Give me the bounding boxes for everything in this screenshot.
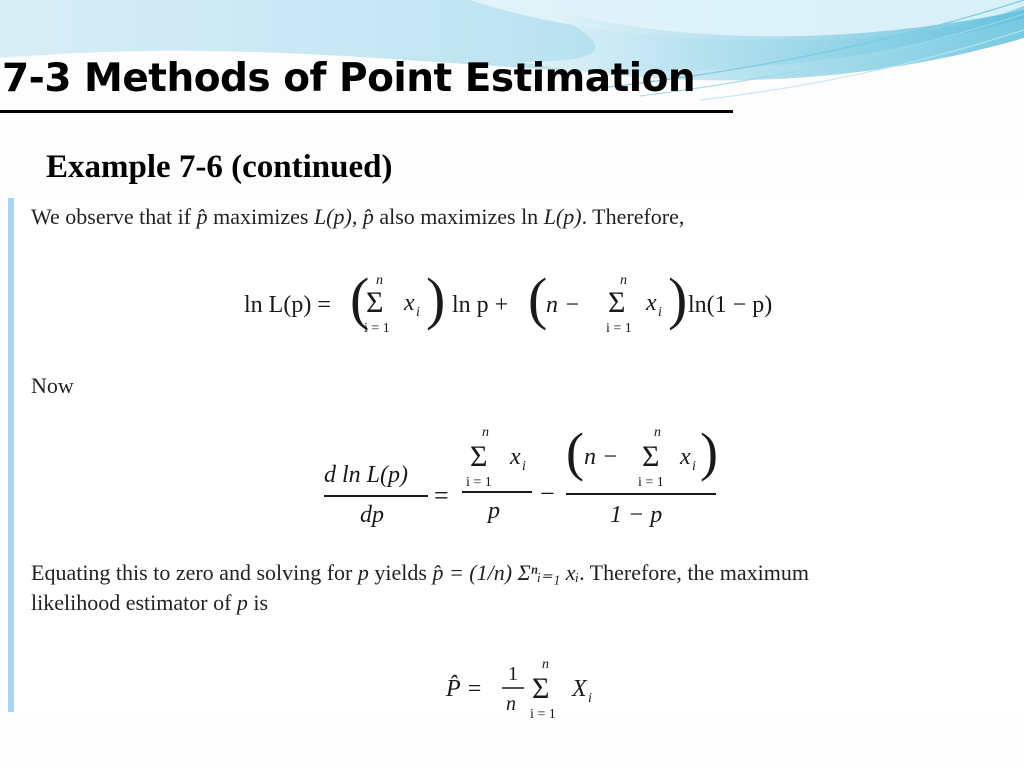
eq1-sum2-lower: i = 1: [606, 321, 632, 336]
observe-text-4: also maximizes ln: [373, 204, 544, 229]
eq1-sum1-sigma: Σ: [366, 286, 384, 319]
eq2-denominator-mid: p: [488, 498, 500, 524]
eq2-x1-sub: i: [522, 459, 526, 474]
now-label: Now: [31, 373, 74, 398]
eq2-open-paren: (: [566, 422, 584, 482]
equating-text-1: Equating this to zero and solving for: [31, 560, 358, 585]
eq3-sum-upper: n: [542, 657, 549, 672]
observe-text-2: maximizes: [207, 204, 314, 229]
equating-text-3: . Therefore, the maximum: [579, 560, 809, 585]
eq2-sum2-sigma: Σ: [642, 440, 660, 473]
eq1-x2: x: [646, 290, 657, 316]
likelihood-paragraph: [31, 588, 268, 618]
observe-text-3: ,: [351, 204, 363, 229]
eq2-x2: x: [680, 444, 691, 470]
eq2-x1: x: [510, 444, 521, 470]
equation-log-likelihood: [240, 266, 800, 342]
eq2-denominator-left: dp: [360, 502, 384, 528]
eq3-sum-lower: i = 1: [530, 707, 556, 722]
eq1-x1-sub: i: [416, 305, 420, 320]
eq1-sum1-upper: n: [376, 273, 383, 288]
eq2-sum1-lower: i = 1: [466, 475, 492, 490]
eq2-numerator-left: d ln L(p): [324, 462, 408, 488]
p-symbol: p: [357, 560, 369, 585]
eq3-lhs: P̂ =: [446, 676, 483, 702]
eq1-close-paren-2: ): [668, 266, 688, 331]
equating-paragraph: [31, 558, 809, 588]
likelihood-symbol-2: L(p): [543, 204, 582, 229]
eq2-equals: =: [434, 481, 449, 510]
left-accent-bar: [8, 198, 14, 712]
title-underline: [0, 110, 733, 113]
p-hat-expression: p̂ = (1/n) Σⁿᵢ₌₁ xᵢ: [432, 560, 580, 585]
eq2-sum1-upper: n: [482, 425, 489, 440]
observe-text-1: We observe that if: [31, 204, 197, 229]
eq1-ln-p: ln p +: [452, 292, 509, 318]
equation-derivative: [320, 420, 720, 530]
eq1-x1: x: [404, 290, 415, 316]
eq2-sum2-lower: i = 1: [638, 475, 664, 490]
eq1-open-paren-2: (: [528, 266, 548, 331]
eq1-lhs: ln L(p) =: [244, 292, 331, 318]
p-hat-symbol: p̂: [196, 204, 208, 229]
eq2-minus: −: [540, 479, 555, 508]
eq2-x2-sub: i: [692, 459, 696, 474]
eq2-sum1-sigma: Σ: [470, 440, 488, 473]
eq1-open-paren-1: (: [350, 266, 370, 331]
eq1-close-paren-1: ): [426, 266, 446, 331]
eq2-n-minus: n −: [584, 444, 619, 470]
example-subtitle: Example 7-6 (continued): [46, 149, 393, 185]
eq1-sum1-lower: i = 1: [364, 321, 390, 336]
eq3-frac-num: 1: [508, 663, 518, 685]
eq1-x2-sub: i: [658, 305, 662, 320]
likelihood-symbol: L(p): [313, 204, 352, 229]
likelihood-text-2: is: [247, 590, 269, 615]
eq3-X: X: [572, 676, 587, 702]
eq1-sum2-upper: n: [620, 273, 627, 288]
equation-mle: [444, 650, 614, 726]
equating-text-2: yields: [368, 560, 433, 585]
p-symbol-2: p: [236, 590, 248, 615]
eq3-sigma: Σ: [532, 672, 550, 705]
eq1-sum2-sigma: Σ: [608, 286, 626, 319]
p-hat-symbol-2: p̂: [362, 204, 374, 229]
eq2-close-paren: ): [700, 422, 718, 482]
eq1-n-minus: n −: [546, 292, 581, 318]
eq3-frac-den: n: [506, 693, 516, 715]
eq2-sum2-upper: n: [654, 425, 661, 440]
likelihood-text-1: likelihood estimator of: [31, 590, 237, 615]
eq1-ln-1-minus-p: ln(1 − p): [688, 292, 773, 318]
eq2-denominator-right: 1 − p: [610, 502, 663, 528]
observe-text-5: . Therefore,: [581, 204, 685, 229]
slide-title: 7-3 Methods of Point Estimation: [2, 56, 696, 101]
eq3-X-sub: i: [588, 691, 592, 706]
observe-paragraph: [31, 202, 684, 232]
